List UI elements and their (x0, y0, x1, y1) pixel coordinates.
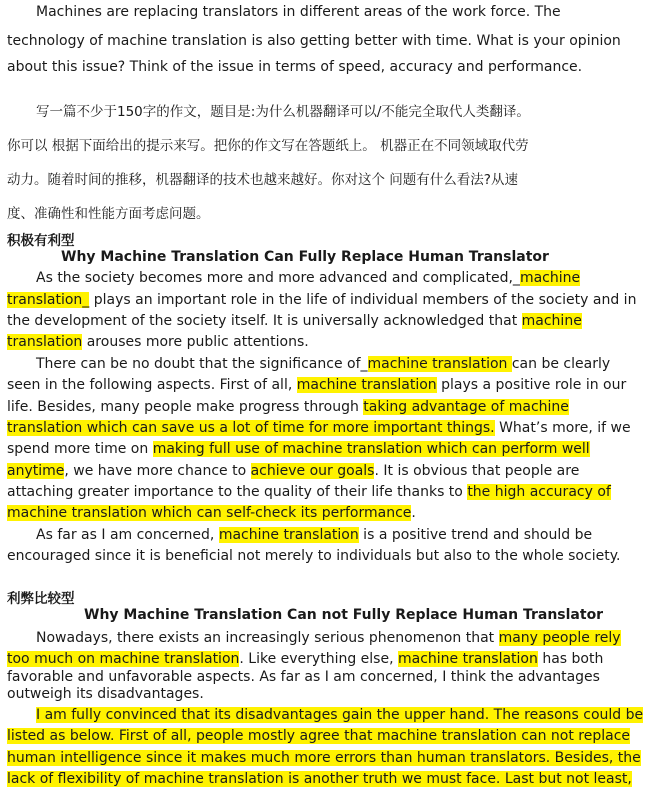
prompt-paragraph-line: about this issue? Think of the issue in terms of speed, accuracy and performance. (7, 59, 583, 75)
text-run: is a positive trend and should be (358, 527, 593, 543)
text-run: the development of the society itself. It is universally acknowledged that (7, 313, 522, 329)
highlighted-phrase: machine (521, 313, 582, 329)
text-run: There can be no doubt that the significance of_ (36, 356, 368, 372)
essay-line (36, 356, 611, 372)
text-run: , we have more chance to (64, 463, 251, 479)
prompt-cn-line: 你可以 根据下面给出的提示来写。把你的作文写在答题纸上。 机器正在不同领域取代劳 (7, 138, 529, 154)
highlighted-phrase: machine translation (367, 356, 512, 372)
text-run: has both (537, 651, 604, 667)
essay-line (7, 292, 637, 308)
essay-line (7, 505, 587, 521)
text-run: plays a positive role in our (436, 377, 627, 393)
text-run: Nowadays, there exists an increasingly serious phenomenon that (36, 630, 499, 646)
text-run: As far as I am concerned, (36, 527, 219, 543)
essay-line (7, 651, 604, 667)
text-run: . It is obvious that people are (374, 463, 580, 479)
highlighted-phrase: anytime (7, 463, 65, 479)
prompt-paragraph-line: Machines are replacing translators in different areas of the work force. The (36, 4, 561, 20)
highlighted-phrase: many people rely (498, 630, 621, 646)
highlighted-phrase: machine translation (397, 651, 538, 667)
highlighted-phrase: machine (519, 270, 581, 286)
essay-line (7, 548, 621, 564)
highlighted-phrase: machine translation (296, 377, 437, 393)
highlighted-phrase: human intelligence since it makes much more errors than human translators. Besides, the (7, 750, 641, 766)
text-run: arouses more public attentions. (82, 334, 309, 350)
text-run: spend more time on (7, 441, 153, 457)
highlighted-phrase: too much on machine translation (7, 651, 240, 667)
highlighted-phrase: the high accuracy of (467, 484, 611, 500)
highlighted-phrase: taking advantage of machine (363, 399, 569, 415)
essay-line (7, 484, 611, 500)
text-run: life. Besides, many people make progress through (7, 399, 364, 415)
section2-label: 利弊比较型 (7, 591, 75, 607)
section2-title: Why Machine Translation Can not Fully Replace Human Translator (84, 607, 604, 623)
highlighted-phrase: I am fully convinced that its disadvantages gain the upper hand. The reasons could be (36, 707, 644, 723)
prompt-cn-line: 动力。随着时间的推移，机器翻译的技术也越来越好。你对这个 问题有什么看法?从速 (7, 172, 518, 188)
essay-line (7, 334, 587, 350)
text-run: encouraged since it is beneficial not merely to individuals but also to the whole society. (7, 548, 621, 564)
text-run: As the society becomes more and more advanced and complicated,_ (36, 270, 520, 286)
highlighted-phrase: machine translation (218, 527, 359, 543)
essay-line (36, 630, 621, 646)
essay-line (36, 527, 593, 543)
essay-line (7, 669, 600, 685)
essay-line (36, 270, 587, 286)
essay-line (7, 771, 632, 787)
essay-line (7, 313, 587, 329)
highlighted-phrase: machine translation which can self-check its performance (7, 505, 412, 521)
highlighted-phrase: lack of flexibility of machine translation is another truth we must face. Last but not least, (7, 771, 632, 787)
highlighted-phrase: translation which can save us a lot of time for more important things. (7, 420, 495, 436)
essay-line (7, 399, 587, 415)
section1-label: 积极有利型 (7, 233, 75, 249)
text-run: favorable and unfavorable aspects. As far as I am concerned, I think the advantages (7, 669, 600, 685)
prompt-cn-line: 度、准确性和性能方面考虑问题。 (7, 206, 210, 222)
prompt-cn-line: 写一篇不少于150字的作文，题目是:为什么机器翻译可以/不能完全取代人类翻译。 (36, 104, 530, 120)
highlighted-phrase: making full use of machine translation which can perform well (152, 441, 590, 457)
text-run: plays an important role in the life of individual members of the society and in (89, 292, 637, 308)
text-run: outweigh its disadvantages. (7, 686, 204, 702)
essay-line (7, 728, 631, 744)
highlighted-phrase: translation_ (7, 292, 90, 308)
essay-line (7, 441, 590, 457)
essay-line (7, 750, 641, 766)
essay-line (7, 377, 627, 393)
text-run: . (411, 505, 416, 521)
section1-title: Why Machine Translation Can Fully Replace Human Translator (61, 249, 549, 265)
essay-line (36, 707, 644, 723)
text-run: What’s more, if we (494, 420, 631, 436)
text-run: can be clearly (511, 356, 611, 372)
highlighted-phrase: achieve our goals (250, 463, 375, 479)
essay-line (7, 686, 587, 702)
prompt-paragraph-line: technology of machine translation is also getting better with time. What is your opinion (7, 33, 621, 49)
text-run: . Like everything else, (239, 651, 398, 667)
essay-line (7, 420, 631, 436)
highlighted-phrase: listed as below. First of all, people mostly agree that machine translation can not replace (7, 728, 631, 744)
highlighted-phrase: translation (7, 334, 83, 350)
essay-line (7, 463, 587, 479)
text-run: attaching greater importance to the quality of their life thanks to (7, 484, 468, 500)
text-run: seen in the following aspects. First of all, (7, 377, 297, 393)
